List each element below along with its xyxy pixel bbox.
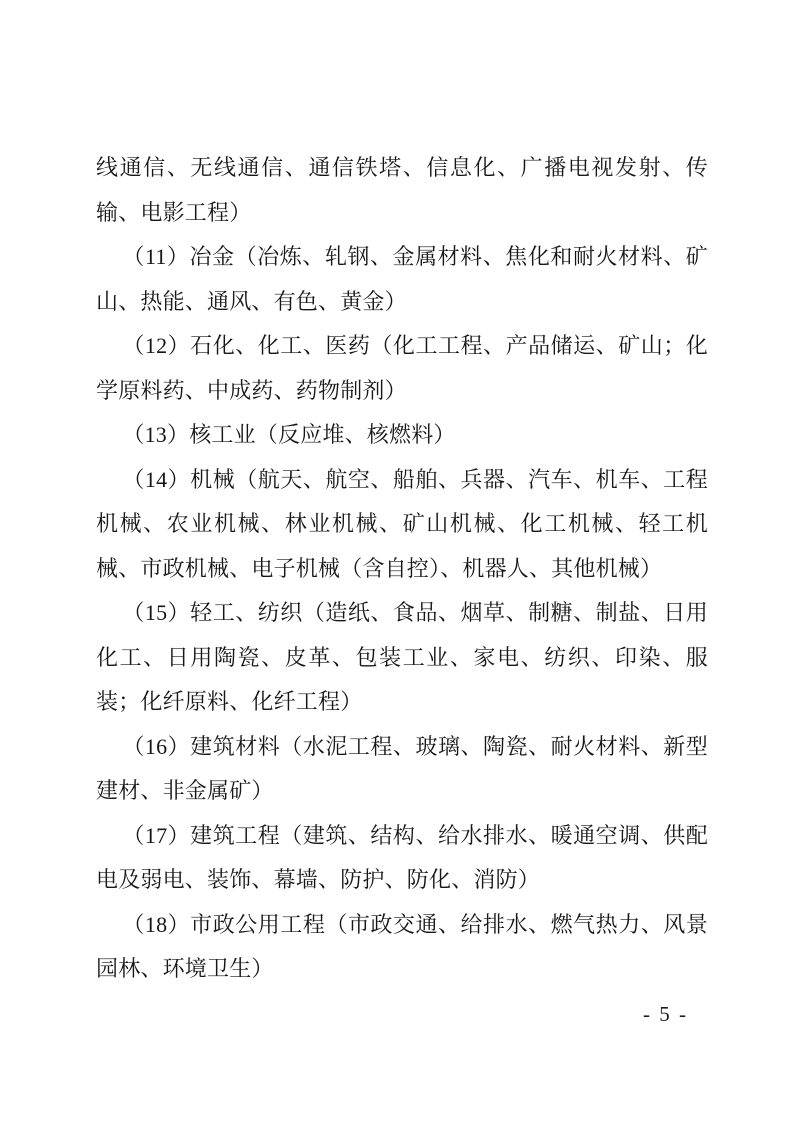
paragraph: （11）冶金（冶炼、轧钢、金属材料、焦化和耐火材料、矿山、热能、通风、有色、黄金） [96, 244, 708, 314]
paragraph: （14）机械（航天、航空、船舶、兵器、汽车、机车、工程机械、农业机械、林业机械、矿山机械、化工机械、轻工机械、市政机械、电子机械（含自控）、机器人、其他机械） [96, 466, 708, 581]
document-body [96, 146, 708, 992]
paragraph: （15）轻工、纺织（造纸、食品、烟草、制糖、制盐、日用化工、日用陶瓷、皮革、包装工业、家电、纺织、印染、服装；化纤原料、化纤工程） [96, 600, 708, 714]
paragraph: （13）核工业（反应堆、核燃料） [122, 422, 456, 447]
page-number: - 5 - [643, 1002, 688, 1026]
paragraph: （18）市政公用工程（市政交通、给排水、燃气热力、风景园林、环境卫生） [96, 911, 708, 981]
paragraph: （16）建筑材料（水泥工程、玻璃、陶瓷、耐火材料、新型建材、非金属矿） [96, 733, 708, 803]
page-footer [0, 1001, 800, 1027]
paragraph: （17）建筑工程（建筑、结构、给水排水、暖通空调、供配电及弱电、装饰、幕墙、防护、防化、消防） [96, 822, 708, 892]
paragraph: （12）石化、化工、医药（化工工程、产品储运、矿山；化学原料药、中成药、药物制剂） [96, 333, 708, 403]
paragraph: 线通信、无线通信、通信铁塔、信息化、广播电视发射、传输、电影工程） [96, 155, 708, 225]
